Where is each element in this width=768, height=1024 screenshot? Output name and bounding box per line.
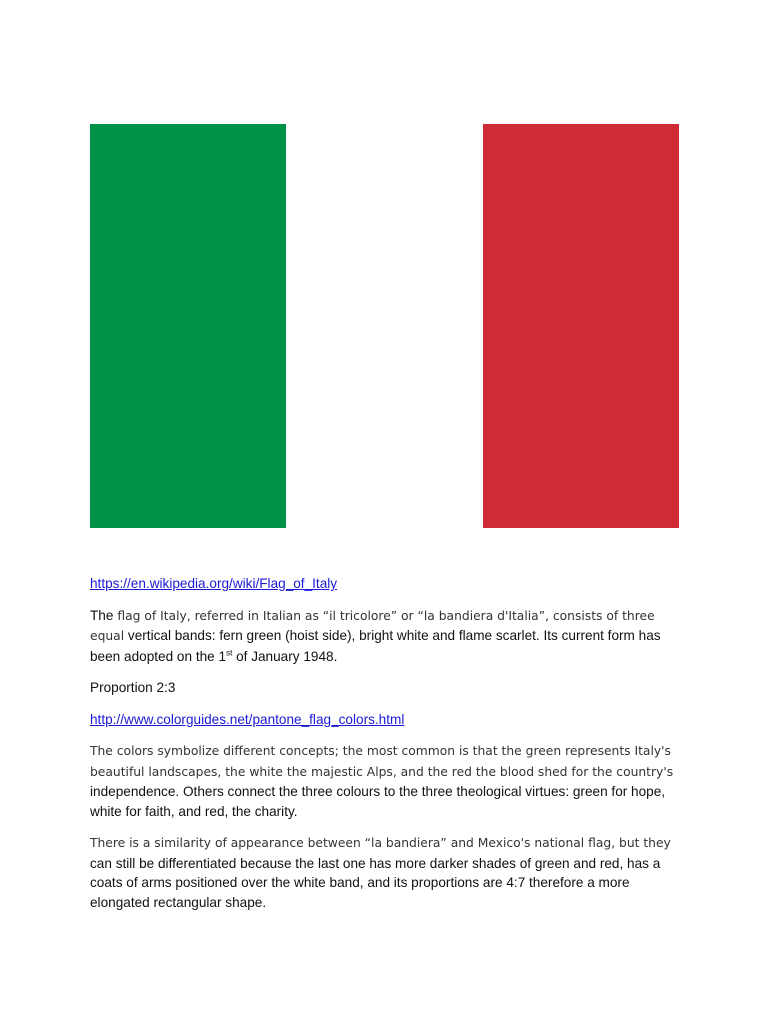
para1-tail: of January 1948. <box>232 648 338 664</box>
document-body <box>90 574 690 924</box>
flag-band-white <box>286 124 482 528</box>
para1-text: vertical bands: fern green (hoist side), bright white and flame scarlet. Its current form has been adopted on the 1 <box>90 628 661 664</box>
para2-light-text: The colors symbolize different concepts; the most common is that the green represents Italy's beautiful landscapes, the white the majestic Alps, and the red the blood shed for the country's <box>90 744 674 779</box>
para1-lead: The <box>90 607 114 623</box>
flag-band-red <box>483 124 679 528</box>
flag-band-green <box>90 124 286 528</box>
italian-flag <box>90 124 679 528</box>
symbolism-paragraph <box>90 741 690 821</box>
para1-light-text: flag of Italy, referred in Italian as “il tricolore” or “la bandiera d'Italia”, consists of three equal <box>90 608 655 643</box>
para3-light-text: There is a similarity of appearance between “la bandiera” and Mexico's national flag, but they <box>90 836 671 850</box>
mexico-comparison-paragraph <box>90 833 690 912</box>
flag-description-paragraph <box>90 606 690 667</box>
wikipedia-link[interactable]: https://en.wikipedia.org/wiki/Flag_of_Italy <box>90 576 338 591</box>
colorguides-link[interactable]: http://www.colorguides.net/pantone_flag_colors.html <box>90 711 405 727</box>
proportion-text: Proportion 2:3 <box>90 680 176 695</box>
wikipedia-link-paragraph <box>90 574 690 594</box>
para3-text: can still be differentiated because the last one has more darker shades of green and red, has a coats of arms positioned over the white band, and its proportions are 4:7 therefore a more elongated rectangular shape. <box>90 855 661 910</box>
para2-text: independence. Others connect the three colours to the three theological virtues: green for hope, white for faith, and red, the charity. <box>90 784 666 819</box>
para1-superscript: st <box>226 647 233 657</box>
colorguides-link-paragraph <box>90 710 690 730</box>
